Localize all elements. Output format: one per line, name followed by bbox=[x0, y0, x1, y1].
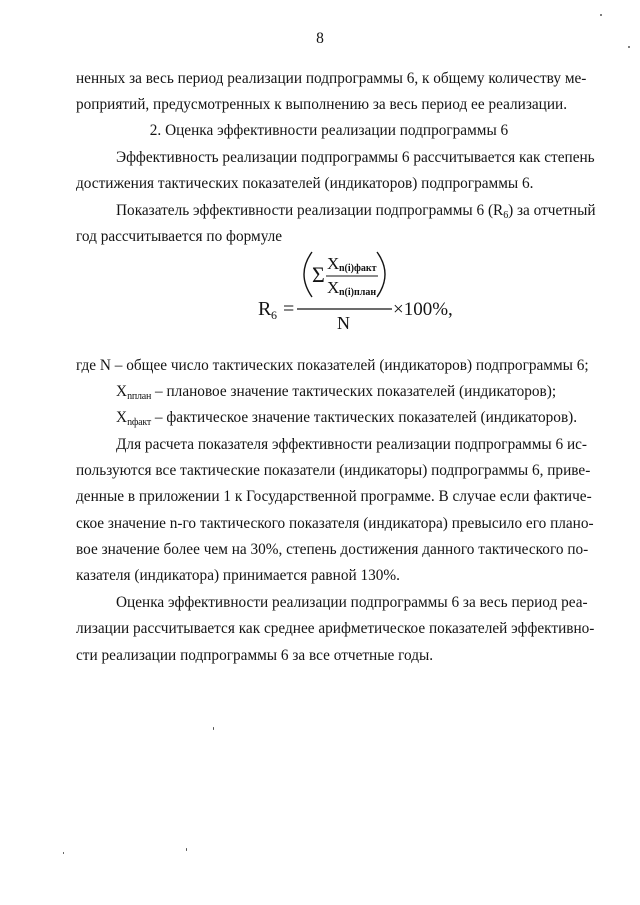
denominator-x: X bbox=[327, 278, 340, 297]
formula-equals: = bbox=[283, 298, 295, 320]
page-number: 8 bbox=[316, 30, 324, 47]
text-line: пользуются все тактические показатели (индикаторы) подпрограммы 6, приве- bbox=[76, 462, 591, 479]
text-line: денные в приложении 1 к Государственной программе. В случае если фактиче- bbox=[76, 488, 592, 505]
scan-speck bbox=[213, 727, 214, 730]
denominator-sub: n(i)план bbox=[339, 287, 377, 298]
left-paren bbox=[304, 252, 312, 297]
section-heading: 2. Оценка эффективности реализации подпрограммы 6 bbox=[149, 122, 509, 139]
definition-xplan: $X_{nплан}$ – плановое значение тактических показателей (индикаторов); bbox=[116, 383, 557, 402]
sigma-symbol: Σ bbox=[312, 262, 325, 287]
text-line: ненных за весь период реализации подпрограммы 6, к общему количеству ме- bbox=[76, 70, 587, 87]
scan-speck bbox=[186, 848, 187, 851]
formula-lhs: R bbox=[258, 298, 272, 320]
text-line: казателя (индикатора) принимается равной 130%. bbox=[76, 567, 400, 584]
definition-xfakt: $X_{nфакт}$ – фактическое значение тактических показателей (индикаторов). bbox=[116, 409, 578, 428]
scan-speck bbox=[628, 46, 630, 48]
text-line bbox=[116, 202, 596, 225]
text-fragment: Показатель эффективности реализации подпрограммы 6 $(R_6)$ за отчетный bbox=[116, 202, 596, 221]
scan-speck bbox=[600, 14, 602, 16]
scan-speck bbox=[63, 852, 64, 854]
text-line: Оценка эффективности реализации подпрограммы 6 за весь период реа- bbox=[116, 594, 588, 611]
text-line: Для расчета показателя эффективности реализации подпрограммы 6 ис- bbox=[116, 436, 588, 453]
numerator-sub: n(i)факт bbox=[339, 263, 377, 274]
efficiency-formula bbox=[0, 240, 640, 340]
text-line: год рассчитывается по формуле bbox=[76, 228, 283, 245]
text-line: Эффективность реализации подпрограммы 6 рассчитывается как степень bbox=[116, 149, 595, 166]
text-line: лизации рассчитывается как среднее арифметическое показателей эффективно- bbox=[76, 620, 595, 637]
formula-lhs-sub: 6 bbox=[271, 308, 277, 322]
text-line: роприятий, предусмотренных к выполнению за весь период ее реализации. bbox=[76, 96, 568, 113]
numerator-x: X bbox=[327, 254, 340, 273]
text-line: вое значение более чем на 30%, степень достижения данного тактического по- bbox=[76, 541, 589, 558]
denominator-n: N bbox=[337, 313, 350, 333]
text-line: где N – общее число тактических показателей (индикаторов) подпрограммы 6; bbox=[76, 357, 589, 374]
text-line: достижения тактических показателей (индикаторов) подпрограммы 6. bbox=[76, 175, 534, 192]
right-paren bbox=[377, 252, 385, 297]
text-line: сти реализации подпрограммы 6 за все отчетные годы. bbox=[76, 647, 434, 664]
formula-times-100: ×100%, bbox=[393, 299, 453, 320]
text-line: ское значение n-го тактического показателя (индикатора) превысило его плано- bbox=[76, 515, 594, 532]
